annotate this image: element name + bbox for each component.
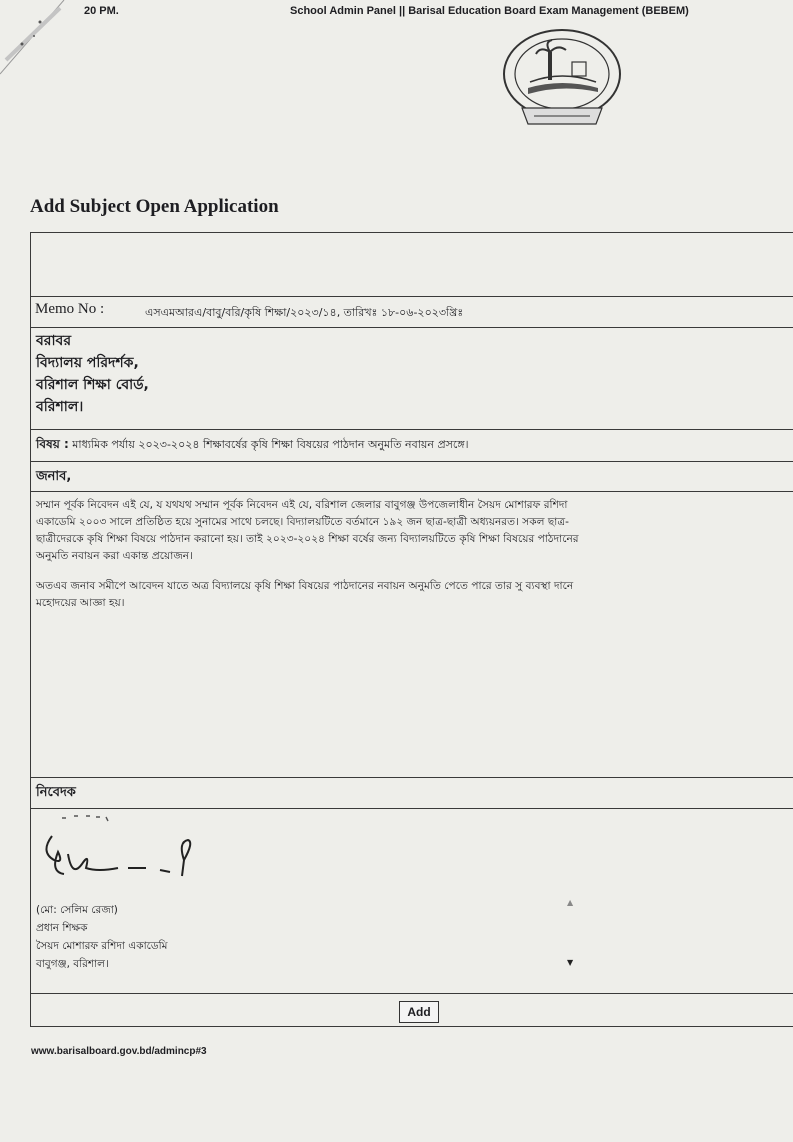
salutation-field[interactable]: জনাব, — [36, 469, 72, 484]
application-body-field[interactable] — [36, 497, 596, 625]
application-form — [30, 232, 793, 1027]
addressee-field[interactable] — [36, 330, 149, 418]
form-left-border — [30, 232, 31, 1027]
body-paragraph: অতএব জনাব সমীপে আবেদন যাতে অত্র বিদ্যালয়ে কৃষি শিক্ষা বিষয়ের পাঠদানের নবায়ন অনুমতি পেতে পারে তার সু ব্যবস্থা দানে মহোদয়ের আজ্ঞা হয়। — [36, 580, 574, 609]
applicant-details-field[interactable] — [36, 901, 167, 973]
print-time: 20 PM. — [84, 5, 119, 17]
addressee-line: বিদ্যালয় পরিদর্শক, — [36, 355, 139, 371]
body-paragraph: সম্মান পূর্বক নিবেদন এই যে, য যথযথ সম্মান পূর্বক নিবেদন এই যে, বরিশাল জেলার বাবুগঞ্জ উপজেলাধীন সৈয়দ মোশারফ রশিদা একাডেমি ২০০৩ সালে প্রতিষ্ঠিত হয়ে সুনামের সাথে চলছে। বিদ্যালয়টিতে বর্তমানে ১৯২ জন ছাত্র-ছাত্রী অধ্যয়নরত। সকল ছাত্র-ছাত্রীদেরকে কৃষি শিক্ষা বিষয়ে পাঠদান করানো হয়। তাই ২০২৩-২০২৪ শিক্ষা বর্ষের জন্য বিদ্যালয়টিতে কৃষি শিক্ষা বিষয়ের পাঠদানের অনুমতি নবায়ন করা একান্ত প্রয়োজন। — [36, 499, 579, 562]
scroll-up-icon[interactable]: ▲ — [567, 898, 574, 907]
applicant-line: বাবুগঞ্জ, বরিশাল। — [36, 958, 109, 970]
memo-number-field[interactable]: এসএমআরএ/বাবু/বরি/কৃষি শিক্ষা/২০২৩/১৪, তারিখঃ ১৮-০৬-২০২৩খ্রিঃ — [145, 306, 464, 319]
footer-url: www.barisalboard.gov.bd/admincp#3 — [31, 1046, 207, 1057]
addressee-line: বরিশাল শিক্ষা বোর্ড, — [36, 377, 149, 393]
print-header-title: School Admin Panel || Barisal Education Board Exam Management (BEBEM) — [290, 5, 689, 17]
add-button[interactable]: Add — [399, 1001, 439, 1023]
applicant-line: (মো: সেলিম রেজা) — [36, 904, 118, 916]
barisal-education-board-seal-icon — [500, 26, 624, 130]
subject-field[interactable] — [36, 436, 469, 456]
subject-label: বিষয় : — [36, 437, 69, 451]
scroll-down-icon[interactable]: ▼ — [567, 958, 574, 967]
applicant-line: সৈয়দ মোশারফ রশিদা একাডেমি — [36, 940, 168, 952]
subject-text: মাধ্যমিক পর্যায় ২০২৩-২০২৪ শিক্ষাবর্ষের কৃষি শিক্ষা বিষয়ের পাঠদান অনুমতি নবায়ন প্রসঙ্গে। — [72, 438, 469, 451]
memo-label: Memo No : — [35, 301, 105, 317]
addressee-line: বরিশাল। — [36, 399, 84, 415]
applicant-label: নিবেদক — [36, 785, 76, 800]
page-title: Add Subject Open Application — [30, 196, 279, 217]
signature-image — [38, 812, 208, 892]
addressee-line: বরাবর — [36, 333, 72, 349]
applicant-line: প্রধান শিক্ষক — [36, 922, 88, 934]
